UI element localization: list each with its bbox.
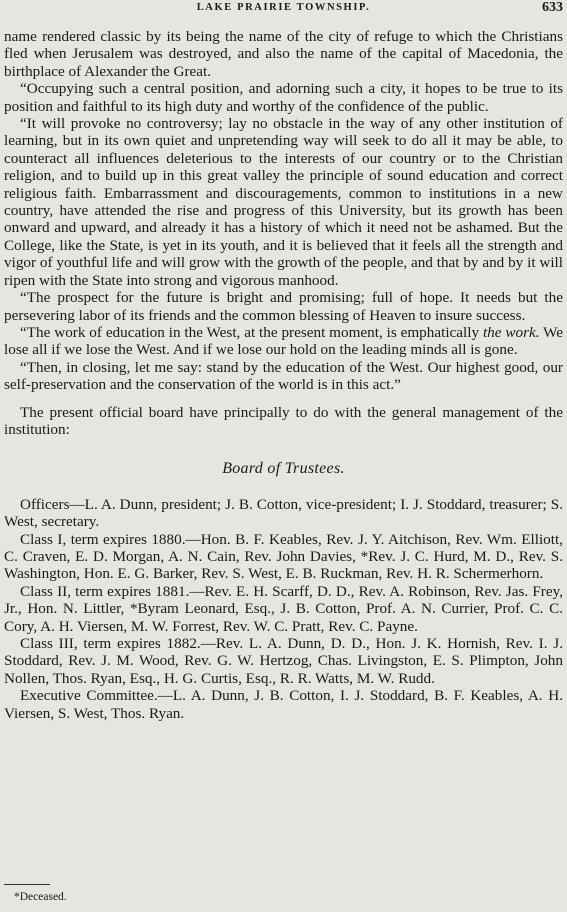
paragraph-7: The present official board have principally to do with the general management of the institution: <box>4 403 563 438</box>
paragraph-5-end: We lose all if we lose the West. And if we lose our hold on the leading minds all is gone. <box>4 323 563 359</box>
page-number: 633 <box>542 0 563 15</box>
paragraph-6: “Then, in closing, let me say: stand by the education of the West. Our highest good, our self-preservation and the conservation of the world is in this act.” <box>4 358 563 394</box>
running-title: LAKE PRAIRIE TOWNSHIP. <box>196 2 371 13</box>
paragraph-3: “It will provoke no controversy; lay no obstacle in the way of any other institution of learning, but in its own quiet and unpretending way will seek to do all it may be able, to counteract all influences deleterious to the interests of our country or to the Christian religion, and to build up in this great valley the principle of sound education and correct religious faith. Embarrassment and discouragements, common to institutions in a new country, have attended the rise and progress of this University, but its growth has been onward and upward, and already it has a history of which it need not be ashamed. But the College, like the State, is yet in its youth, and it is believed that it feels all the strength and vigor of youthful life and will grow with the growth of the people, and that by and by it will ripen with the State into strong and vigorous manhood. <box>4 115 563 289</box>
footnote-divider <box>4 884 50 885</box>
board-heading: Board of Trustees. <box>222 460 345 478</box>
board-class-2: Class II, term expires 1881.—Rev. E. H. Scarff, D. D., Rev. A. Robinson, Rev. Jas. Frey, Jr., Hon. N. Littler, *Byram Leonard, Esq., J. B. Cotton, Prof. A. N. Currier, Prof. C. C. Cory, A. H. Viersen, M. W. Forrest, Rev. W. C. Pratt, Rev. C. Payne. <box>4 582 563 635</box>
page-header <box>0 0 567 22</box>
paragraph-5-start: “The work of education in the West, at the present moment, is emphatically <box>20 323 483 341</box>
board-officers: Officers—L. A. Dunn, president; J. B. Cotton, vice-president; I. J. Stoddard, treasurer; S. West, secretary. <box>4 495 563 531</box>
footnote: *Deceased. <box>14 891 67 903</box>
executive-committee: Executive Committee.—L. A. Dunn, J. B. Cotton, I. J. Stoddard, B. F. Keables, A. H. Viersen, S. West, Thos. Ryan. <box>4 687 563 722</box>
paragraph-2: “Occupying such a central position, and adorning such a city, it hopes to be true to its position and faithful to its high duty and worthy of the confidence of the public. <box>4 80 563 115</box>
paragraph-4: “The prospect for the future is bright and promising; full of hope. It needs but the persevering labor of its friends and the common blessing of Heaven to insure success. <box>4 289 563 324</box>
board-class-1: Class I, term expires 1880.—Hon. B. F. Keables, Rev. J. Y. Aitchison, Rev. Wm. Elliott, C. Craven, E. D. Morgan, A. N. Cain, Rev. John Davies, *Rev. J. C. Hurd, M. D., Rev. S. Washington, Hon. E. G. Barker, Rev. S. West, E. B. Ruckman, Rev. H. R. Schermerhorn. <box>4 530 563 583</box>
body-text <box>4 28 563 722</box>
paragraph-5 <box>4 324 563 359</box>
paragraph-5-emphasis: the work. <box>482 323 540 341</box>
paragraph-1: name rendered classic by its being the name of the city of refuge to which the Christians fled when Jerusalem was destroyed, and also the name of the capital of Macedonia, the birthplace of Alexander the Great. <box>4 28 563 80</box>
board-class-3: Class III, term expires 1882.—Rev. L. A. Dunn, D. D., Hon. J. K. Hornish, Rev. I. J. Stoddard, Rev. J. M. Wood, Rev. G. W. Hertzog, Chas. Livingston, E. S. Plimpton, John Nollen, Thos. Ryan, Esq., H. G. Curtis, Esq., R. R. Watts, M. W. Rudd. <box>4 635 563 687</box>
